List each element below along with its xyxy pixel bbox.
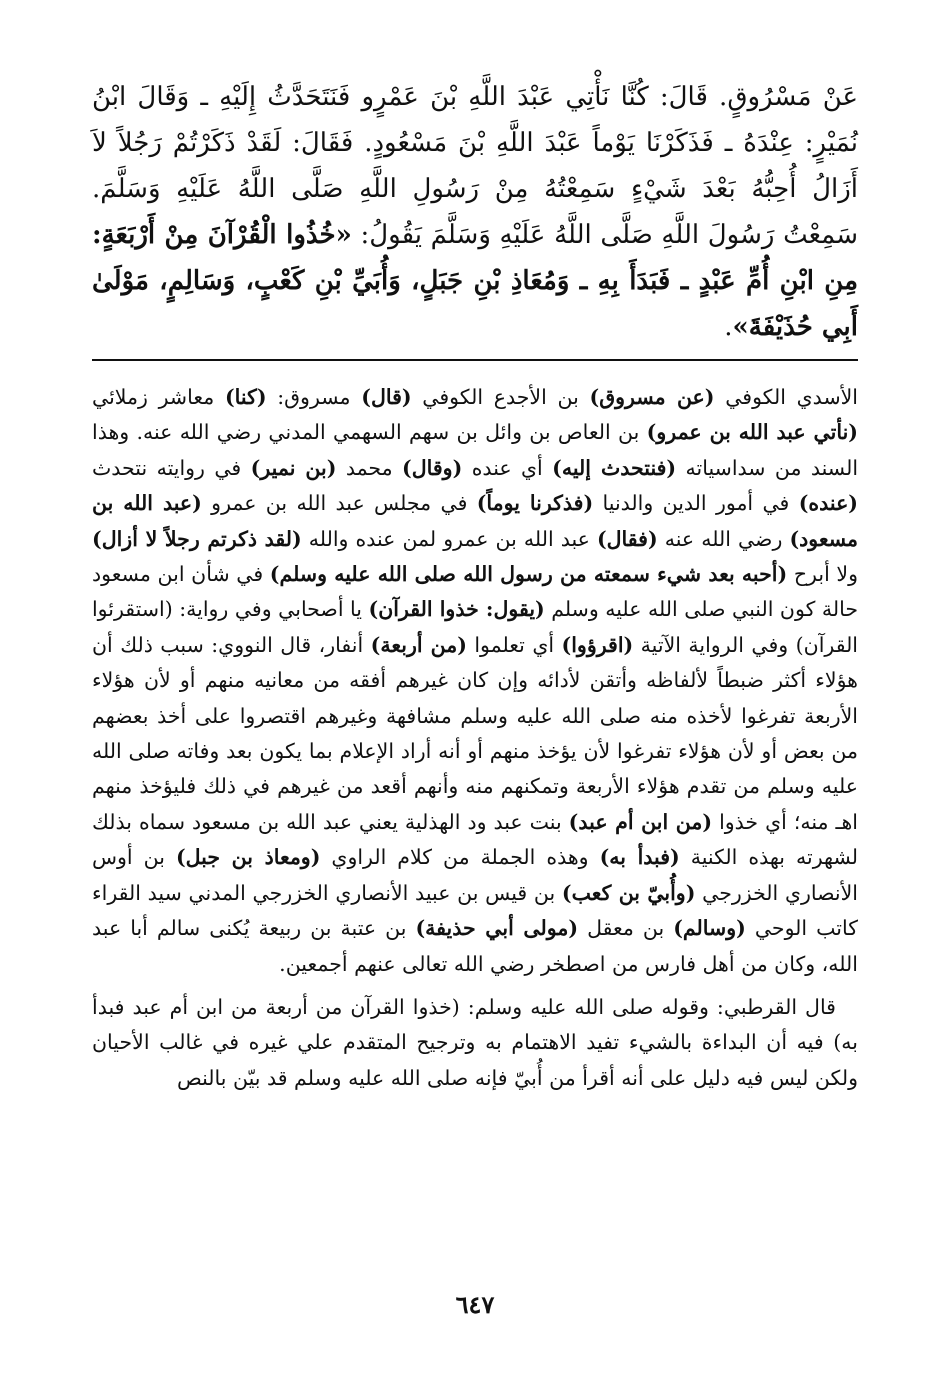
commentary-run: عبد الله بن عمرو لمن عنده والله (301, 526, 597, 551)
commentary-run: بنت عبد ود الهذلية يعني عبد الله بن مسعود سماه بذلك لشهرته بهذه الكنية (92, 809, 858, 870)
commentary-run: في روايته نتحدث (92, 455, 251, 480)
commentary-run: في مجلس عبد الله بن عمرو (201, 491, 477, 516)
commentary-run: معاشر زملائي (92, 385, 225, 409)
commentary-run: أي تعلموا (466, 632, 562, 657)
commentary-run: بن الأجدع الكوفي (411, 385, 590, 409)
commentary-run: أنفار، قال النووي: سبب ذلك أن هؤلاء أكثر ضبطاً لألفاظه وأتقن لأدائه وإن كان غيرهم أفقه من معانيه منهم أو لأن هؤلاء الأربعة تفرغوا لأخذه منه صلى الله عليه وسلم مشافهة وغيرهم اقتصروا على أخذ بعضهم من بعض أو لأن هؤلاء تفرغوا لأن يؤخذ منهم أو أنه أراد الإعلام بما يكون بعد وفاته صلى الله عليه وسلم من تقدم هؤلاء الأربعة وتمكنهم منه وأنهم أقعد من غيرهم في ذلك فليؤخذ منهم اهـ منه؛ أي خذوا (92, 632, 858, 834)
commentary-bold-term: (عبد الله بن مسعود) (92, 491, 859, 551)
page-number: ٦٤٧ (455, 1290, 495, 1319)
commentary-bold-term: (كنا) (224, 385, 267, 409)
commentary-bold-term: (اقرؤوا) (561, 632, 634, 657)
commentary-bold-term: (وسالم) (673, 916, 746, 941)
commentary-bold-term: (لقد ذكرتم رجلاً لا أزال) (92, 526, 302, 551)
commentary-bold-term: (فبدأ به) (599, 845, 680, 870)
commentary-run: أي عنده (462, 455, 553, 480)
commentary-run: محمد (336, 455, 403, 480)
commentary-paragraph-2: قال القرطبي: وقوله صلى الله عليه وسلم: (خذوا القرآن من أربعة من ابن أم عبد فبدأ به) فيه أن البداءة بالشيء تفيد الاهتمام به وترجيح المتقدم علي غيره في غالب الأحيان ولكن ليس فيه دليل على أنه أقرأ من أُبيّ فإنه صلى الله عليه وسلم قد بيّن بالنص (92, 994, 858, 1090)
commentary-bold-term: (مولى أبي حذيفة) (415, 916, 579, 941)
commentary-run: بن معقل (578, 916, 674, 941)
commentary-run: وهذه الجملة من كلام الراوي (320, 845, 600, 870)
commentary-run: ولا أبرح (787, 562, 858, 587)
commentary-bold-term: (يقول: خذوا القرآن) (368, 597, 545, 622)
commentary-run: بن أوس الأنصاري الخزرجي (92, 845, 858, 905)
commentary-run: في أمور الدين والدنيا (593, 491, 799, 516)
commentary-bold-term: (فذكرنا يوماً) (476, 491, 594, 516)
commentary-run: في شأن ابن مسعود حالة كون النبي صلى الله عليه وسلم (92, 562, 858, 622)
commentary (92, 380, 858, 1096)
commentary-bold-term: (فنتحدث إليه) (552, 455, 677, 480)
hadith-end: . (724, 312, 733, 342)
commentary-bold-term: (ومعاذ بن جبل) (175, 845, 321, 870)
hadith-quote: «خُذُوا الْقُرْآنَ مِنْ أَرْبَعَةٍ: مِنِ ابْنِ أُمِّ عَبْدٍ ـ فَبَدَأَ بِهِ ـ وَمُعَاذِ بْنِ جَبَلٍ، وَأُبَيِّ بْنِ كَعْبٍ، وَسَالِمٍ، مَوْلَىٰ أَبِي حُذَيْفَةَ» (92, 220, 858, 342)
commentary-bold-term: (نأتي عبد الله بن عمرو) (646, 420, 858, 445)
hadith-lead: عَنْ مَسْرُوقٍ. قَالَ: كُنَّا نَأْتِي عَبْدَ اللَّهِ بْنَ عَمْرٍو فَنَتَحَدَّثُ إِلَيْهِ ـ وَقَالَ ابْنُ نُمَيْرٍ: عِنْدَهُ ـ فَذَكَرْنَا يَوْماً عَبْدَ اللَّهِ بْنَ مَسْعُودٍ. فَقَالَ: لَقَدْ ذَكَرْتُمْ رَجُلاً لاَ أَزَالُ أُحِبُّهُ بَعْدَ شَيْءٍ سَمِعْتُهُ مِنْ رَسُولِ اللَّهِ صَلَّى اللَّهُ عَلَيْهِ وَسَلَّمَ. سَمِعْتُ رَسُولَ اللَّهِ صَلَّى اللَّهُ عَلَيْهِ وَسَلَّمَ يَقُولُ: (92, 82, 858, 250)
commentary-bold-term: (وأُبيّ بن كعب) (561, 880, 696, 905)
commentary-bold-term: (بن نمير) (250, 455, 337, 480)
commentary-bold-term: (عنده) (798, 491, 859, 516)
commentary-bold-term: (قال) (361, 385, 412, 409)
commentary-run: بن عتبة بن ربيعة يُكنى سالم أبا عبد الله، وكان من أهل فارس من اصطخر رضي الله تعالى عنهم أجمعين. (92, 916, 858, 976)
commentary-bold-term: (وقال) (402, 455, 463, 480)
commentary-bold-term: (أحبه بعد شيء سمعته من رسول الله صلى الله عليه وسلم) (269, 562, 788, 587)
commentary-run: الأسدي الكوفي (714, 385, 859, 409)
commentary-paragraph-1 (92, 380, 858, 982)
commentary-bold-term: (من ابن أم عبد) (568, 809, 713, 834)
commentary-bold-term: (عن مسروق) (589, 385, 715, 409)
hadith-text (92, 74, 858, 350)
commentary-bold-term: (فقال) (596, 526, 658, 551)
commentary-run: رضي الله عنه (657, 526, 790, 551)
commentary-bold-term: (من أربعة) (370, 632, 467, 657)
commentary-run: مسروق: (266, 385, 362, 409)
commentary-run: بن قيس بن عبيد الأنصاري الخزرجي المدني سيد القراء كاتب الوحي (92, 880, 858, 941)
commentary-run: يا أصحابي وفي رواية: (استقرئوا القرآن) وفي الرواية الآتية (91, 597, 859, 657)
footnote-divider (92, 359, 858, 361)
commentary-run: بن العاص بن وائل بن سهم السهمي المدني رضي الله عنه. وهذا السند من سداسياته (92, 420, 859, 480)
